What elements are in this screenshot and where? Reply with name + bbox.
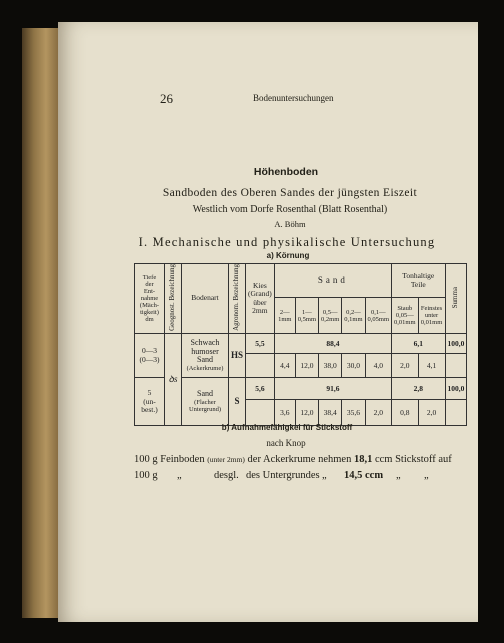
header-ton-line: Tonhaltige xyxy=(402,271,435,281)
row1-bodenart-line: Sand xyxy=(197,355,213,365)
row1-bodenart-line: humoser xyxy=(191,346,219,356)
header-depth-line: (Mäch- xyxy=(139,302,160,310)
header-ton-line: Teile xyxy=(410,279,426,289)
row1-sand-cell: 4,4 xyxy=(274,354,295,378)
section-title: Höhenboden xyxy=(253,166,319,178)
row2-sand-total: 91,6 xyxy=(274,378,391,400)
line2-ditto: „ xyxy=(424,470,429,481)
header-kies-line: über xyxy=(253,297,267,307)
header-staub-line: 0,05— xyxy=(395,312,414,320)
row2-sand-cell: 38,4 xyxy=(319,400,342,426)
header-sand-col: 1—0,5mm xyxy=(295,298,318,334)
header-staub xyxy=(392,298,419,334)
header-agro xyxy=(229,264,246,334)
header-depth-line: nahme xyxy=(140,294,159,302)
row1-summa: 100,0 xyxy=(445,334,467,354)
header-bodenart: Bodenart xyxy=(182,264,229,334)
header-feinstes-line: unter xyxy=(424,312,439,320)
row2-sand-cell: 35,6 xyxy=(342,400,365,426)
header-agro-text: Agronom. Bezeichnung xyxy=(232,264,241,331)
header-sand-col: 2—1mm xyxy=(274,298,295,334)
row2-agro: S xyxy=(229,378,246,426)
table-caption: a) Körnung xyxy=(266,251,310,260)
line2-text-a: desgl. xyxy=(214,470,239,481)
line2-value: 14,5 ccm xyxy=(344,470,384,481)
author-line: A. Böhm xyxy=(274,219,306,229)
header-feinstes xyxy=(418,298,445,334)
row2-depth-line: (un- xyxy=(143,396,156,406)
header-kies-line: Kies xyxy=(253,281,267,291)
row1-sand-total: 88,4 xyxy=(274,334,391,354)
nitrogen-line-2 xyxy=(134,470,444,481)
line2-ditto: „ xyxy=(396,470,401,481)
row2-summa-blank xyxy=(445,400,467,426)
header-kies-line: 2mm xyxy=(252,305,268,315)
subtitle: Sandboden des Oberen Sandes der jüngsten Eiszeit xyxy=(162,187,418,199)
table-row xyxy=(135,378,467,400)
header-ton xyxy=(392,264,446,298)
line1-value: 18,1 xyxy=(353,454,373,465)
row1-sand-cell: 38,0 xyxy=(319,354,342,378)
line1-text-b: der Ackerkrume nehmen xyxy=(247,454,352,465)
header-kies xyxy=(246,264,275,334)
row1-staub: 2,0 xyxy=(392,354,419,378)
row2-depth xyxy=(135,378,165,426)
row1-depth-line: 0—3 xyxy=(142,346,157,356)
row1-summa-blank xyxy=(445,354,467,378)
header-geol-text: Geognost. Bezeichnung xyxy=(168,264,177,331)
row1-ton-total: 6,1 xyxy=(392,334,446,354)
row2-kies: 5,6 xyxy=(246,378,275,400)
section-b-title: b) Aufnahmefähigkei für Stickstoff xyxy=(221,423,353,432)
header-depth-line: tigkeit) xyxy=(140,309,159,317)
row1-bodenart-line: Schwach xyxy=(190,337,220,347)
grain-size-table xyxy=(134,263,467,426)
part-title: I. Mechanische und physikalische Untersuchung xyxy=(138,235,436,249)
row1-bodenart-note: (Ackerkrume) xyxy=(186,365,224,373)
row1-bodenart xyxy=(182,334,229,378)
header-feinstes-line: Feinstes xyxy=(420,305,443,313)
line2-amount: 100 g xyxy=(134,470,158,481)
line1-note: (unter 2mm) xyxy=(207,455,245,464)
running-title: Bodenuntersuchungen xyxy=(253,93,334,103)
section-b-author: nach Knop xyxy=(266,438,306,448)
header-staub-line: Staub xyxy=(397,305,413,313)
page-number: 26 xyxy=(160,91,173,106)
header-summa-text: Summa xyxy=(451,286,460,309)
header-geol xyxy=(165,264,182,334)
line2-text-b: des Untergrundes xyxy=(246,470,320,481)
line1-amount: 100 g xyxy=(134,454,158,465)
row2-feinstes: 2,0 xyxy=(418,400,445,426)
line2-ditto: „ xyxy=(322,470,327,481)
header-summa xyxy=(445,264,467,334)
nitrogen-line-1 xyxy=(134,454,452,465)
row2-staub: 0,8 xyxy=(392,400,419,426)
header-sand: Sand xyxy=(274,264,391,298)
row1-agro: HS xyxy=(229,334,246,378)
table-row xyxy=(135,334,467,354)
row2-sand-cell: 12,0 xyxy=(295,400,318,426)
header-depth-line: Ent- xyxy=(143,287,156,295)
row2-summa: 100,0 xyxy=(445,378,467,400)
line1-text-a: Feinboden xyxy=(160,454,205,465)
geol-symbol: ꝺs xyxy=(165,334,182,426)
row1-sand-cell: 4,0 xyxy=(365,354,392,378)
row2-depth-line: 5 xyxy=(147,388,152,398)
row1-depth-line: (0—3) xyxy=(139,354,160,364)
book-binding-edge xyxy=(22,28,62,618)
line2-ditto: „ xyxy=(177,470,182,481)
header-sand-col: 0,5—0,2mm xyxy=(319,298,342,334)
row2-bodenart-line: Sand xyxy=(197,389,213,399)
row2-depth-line: best.) xyxy=(141,404,158,414)
row2-bodenart-note: (Flacher Untergrund) xyxy=(188,398,221,414)
header-depth xyxy=(135,264,165,334)
header-feinstes-line: 0,01mm xyxy=(420,319,443,327)
row1-feinstes: 4,1 xyxy=(418,354,445,378)
row2-bodenart xyxy=(182,378,229,426)
location-line: Westlich vom Dorfe Rosenthal (Blatt Rosenthal) xyxy=(192,204,388,215)
row1-kies: 5,5 xyxy=(246,334,275,354)
line1-text-c: ccm Stickstoff auf xyxy=(374,454,452,465)
header-kies-line: (Grand) xyxy=(248,289,272,299)
header-depth-line: dm xyxy=(145,316,154,324)
row1-depth xyxy=(135,334,165,378)
row2-kies-blank xyxy=(246,400,275,426)
row2-ton-total: 2,8 xyxy=(392,378,446,400)
header-staub-line: 0,01mm xyxy=(394,319,416,327)
row1-sand-cell: 12,0 xyxy=(295,354,318,378)
header-depth-line: Tiefe xyxy=(142,273,157,281)
header-sand-col: 0,2—0,1mm xyxy=(342,298,365,334)
row2-sand-cell: 3,6 xyxy=(274,400,295,426)
row2-sand-cell: 2,0 xyxy=(365,400,392,426)
header-depth-line: der xyxy=(145,280,154,288)
row1-kies-blank xyxy=(246,354,275,378)
header-sand-col: 0,1—0,05mm xyxy=(365,298,392,334)
row1-sand-cell: 30,0 xyxy=(342,354,365,378)
